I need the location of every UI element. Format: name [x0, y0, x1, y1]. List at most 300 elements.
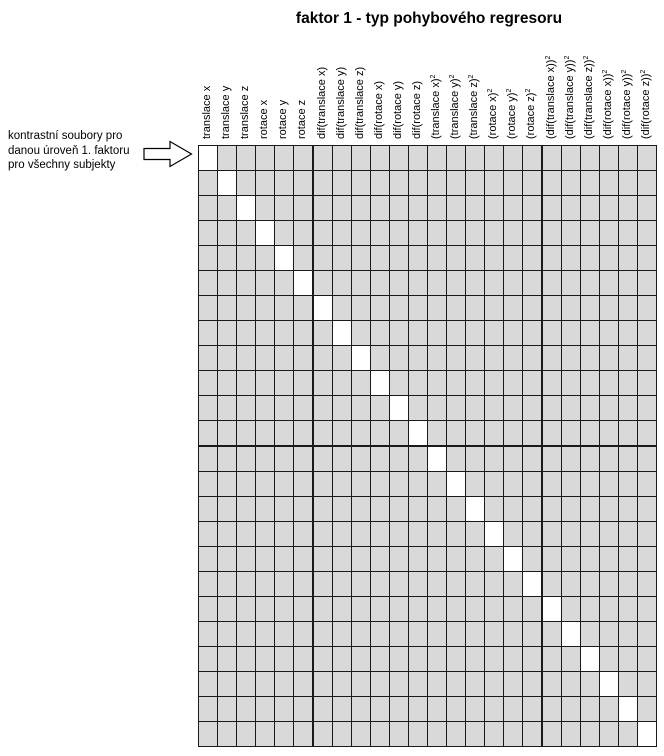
column-label [599, 27, 618, 139]
matrix-cell [637, 370, 657, 396]
column-label [370, 27, 389, 139]
matrix-cell [293, 446, 313, 472]
matrix-cell [313, 395, 333, 421]
matrix-cell [389, 671, 409, 697]
matrix-cell [503, 646, 523, 672]
column-label [618, 27, 637, 139]
matrix-cell [217, 596, 237, 622]
matrix-cell [542, 295, 562, 321]
matrix-cell [580, 145, 600, 171]
matrix-cell [198, 195, 218, 221]
matrix-cell [198, 521, 218, 547]
matrix-cell [236, 420, 256, 446]
matrix-cell [637, 496, 657, 522]
matrix-cell [351, 370, 371, 396]
matrix-cell-highlighted [332, 320, 352, 346]
matrix-cell [484, 420, 504, 446]
column-label-superscript: 2 [430, 74, 437, 79]
column-label-text: dif(rotace z) [410, 80, 423, 139]
matrix-cell [522, 496, 542, 522]
matrix-cell [370, 646, 390, 672]
matrix-cell [351, 546, 371, 572]
matrix-cell [313, 220, 333, 246]
matrix-cell [217, 420, 237, 446]
column-label-text: (dif(rotace y))$^2$ [620, 69, 633, 139]
matrix-cell [637, 170, 657, 196]
matrix-cell [580, 621, 600, 647]
matrix-cell [408, 295, 428, 321]
matrix-cell [503, 596, 523, 622]
matrix-cell [522, 596, 542, 622]
matrix-cell [561, 245, 581, 271]
matrix-cell [408, 621, 428, 647]
matrix-cell [446, 521, 466, 547]
matrix-cell [503, 220, 523, 246]
matrix-cell [274, 170, 294, 196]
matrix-cell [618, 295, 638, 321]
matrix-cell [198, 721, 218, 747]
matrix-cell [599, 395, 619, 421]
matrix-cell [293, 721, 313, 747]
column-label [313, 27, 332, 139]
matrix-cell [198, 596, 218, 622]
matrix-cell [389, 696, 409, 722]
matrix-cell [484, 170, 504, 196]
column-label-text: translace z [239, 85, 252, 139]
column-label [542, 27, 561, 139]
matrix-cell [332, 696, 352, 722]
matrix-cell [484, 220, 504, 246]
matrix-cell [293, 671, 313, 697]
matrix-cell [293, 145, 313, 171]
matrix-cell [351, 721, 371, 747]
matrix-cell [198, 571, 218, 597]
matrix-cell [561, 496, 581, 522]
matrix-cell [561, 420, 581, 446]
matrix-cell [561, 596, 581, 622]
matrix-cell [637, 521, 657, 547]
matrix-cell [637, 596, 657, 622]
column-label-text: dif(rotace y) [391, 80, 404, 139]
matrix-cell [255, 370, 275, 396]
matrix-cell [370, 295, 390, 321]
matrix-cell [408, 446, 428, 472]
matrix-cell [217, 521, 237, 547]
matrix-cell [561, 696, 581, 722]
matrix-cell [446, 596, 466, 622]
matrix-cell [313, 721, 333, 747]
matrix-cell [503, 395, 523, 421]
matrix-cell [274, 295, 294, 321]
matrix-cell [637, 195, 657, 221]
matrix-cell [484, 671, 504, 697]
column-label [427, 27, 446, 139]
column-label-text: (translace z)$^2$ [468, 74, 481, 139]
matrix-cell [408, 370, 428, 396]
matrix-cell [561, 170, 581, 196]
matrix-cell [580, 671, 600, 697]
matrix-cell [580, 546, 600, 572]
matrix-cell [332, 546, 352, 572]
matrix-cell [637, 395, 657, 421]
matrix-cell [255, 571, 275, 597]
matrix-cell [370, 270, 390, 296]
matrix-cell [637, 245, 657, 271]
matrix-cell [370, 320, 390, 346]
matrix-cell [522, 170, 542, 196]
matrix-cell [542, 496, 562, 522]
matrix-cell [484, 546, 504, 572]
matrix-cell [427, 596, 447, 622]
matrix-cell [255, 546, 275, 572]
matrix-cell [522, 471, 542, 497]
matrix-cell [465, 170, 485, 196]
matrix-cell [293, 646, 313, 672]
matrix-cell [427, 496, 447, 522]
matrix-cell [217, 721, 237, 747]
matrix-cell [236, 245, 256, 271]
matrix-cell [503, 345, 523, 371]
regressor-matrix [198, 145, 656, 746]
matrix-cell [637, 145, 657, 171]
matrix-cell [637, 345, 657, 371]
matrix-cell [580, 320, 600, 346]
matrix-cell [198, 270, 218, 296]
matrix-cell [408, 596, 428, 622]
matrix-cell [484, 145, 504, 171]
column-label [446, 27, 465, 139]
matrix-cell [446, 546, 466, 572]
matrix-cell [522, 646, 542, 672]
matrix-cell [542, 270, 562, 296]
matrix-cell [313, 671, 333, 697]
matrix-cell [618, 345, 638, 371]
matrix-cell [599, 521, 619, 547]
matrix-cell [255, 345, 275, 371]
matrix-cell [503, 671, 523, 697]
column-label [503, 27, 522, 139]
matrix-cell [293, 170, 313, 196]
matrix-cell [465, 145, 485, 171]
matrix-cell [217, 696, 237, 722]
matrix-cell [618, 496, 638, 522]
matrix-cell [465, 721, 485, 747]
column-label [522, 27, 541, 139]
matrix-cell [599, 220, 619, 246]
matrix-cell [274, 696, 294, 722]
matrix-cell [561, 370, 581, 396]
matrix-cell [217, 471, 237, 497]
matrix-cell [522, 195, 542, 221]
matrix-cell [236, 671, 256, 697]
matrix-cell [313, 170, 333, 196]
matrix-cell [274, 721, 294, 747]
matrix-cell [427, 295, 447, 321]
matrix-cell [542, 446, 562, 472]
matrix-cell [561, 220, 581, 246]
matrix-cell [274, 370, 294, 396]
matrix-cell [370, 245, 390, 271]
matrix-cell [561, 195, 581, 221]
matrix-cell [255, 521, 275, 547]
matrix-cell [484, 721, 504, 747]
matrix-cell [370, 571, 390, 597]
matrix-cell [293, 596, 313, 622]
matrix-cell [446, 621, 466, 647]
matrix-cell [293, 195, 313, 221]
matrix-cell [465, 395, 485, 421]
column-header-row [198, 0, 656, 145]
matrix-cell [198, 671, 218, 697]
matrix-cell [198, 621, 218, 647]
matrix-cell [408, 496, 428, 522]
matrix-cell [370, 621, 390, 647]
matrix-cell [389, 646, 409, 672]
matrix-cell [484, 195, 504, 221]
matrix-cell [313, 420, 333, 446]
matrix-cell [465, 521, 485, 547]
matrix-cell [351, 245, 371, 271]
matrix-cell [389, 621, 409, 647]
matrix-cell [351, 496, 371, 522]
matrix-cell [313, 446, 333, 472]
matrix-cell [408, 320, 428, 346]
matrix-cell [389, 596, 409, 622]
matrix-cell [618, 446, 638, 472]
matrix-cell [522, 696, 542, 722]
matrix-cell [370, 546, 390, 572]
matrix-cell [236, 170, 256, 196]
column-label-text: rotace x [258, 99, 271, 139]
matrix-cell [618, 320, 638, 346]
matrix-cell-highlighted [198, 145, 218, 171]
matrix-cell [446, 646, 466, 672]
matrix-cell [236, 496, 256, 522]
matrix-cell [332, 496, 352, 522]
matrix-cell [351, 571, 371, 597]
matrix-cell [522, 521, 542, 547]
matrix-cell [542, 471, 562, 497]
matrix-cell [198, 320, 218, 346]
matrix-cell [389, 170, 409, 196]
matrix-cell [370, 471, 390, 497]
matrix-cell [236, 471, 256, 497]
matrix-cell [370, 521, 390, 547]
matrix-cell [389, 345, 409, 371]
matrix-cell [236, 270, 256, 296]
matrix-cell-highlighted [236, 195, 256, 221]
matrix-cell [580, 696, 600, 722]
matrix-cell [408, 696, 428, 722]
column-label-superscript: 2 [601, 69, 609, 74]
matrix-cell [427, 721, 447, 747]
matrix-cell [255, 245, 275, 271]
matrix-cell [599, 496, 619, 522]
matrix-cell [274, 420, 294, 446]
matrix-cell [389, 295, 409, 321]
matrix-cell [370, 696, 390, 722]
matrix-cell [217, 345, 237, 371]
matrix-cell [313, 370, 333, 396]
matrix-cell [503, 295, 523, 321]
matrix-cell-highlighted [484, 521, 504, 547]
matrix-cell [637, 295, 657, 321]
matrix-cell [274, 195, 294, 221]
note-line-2: danou úroveň 1. faktoru [8, 144, 130, 157]
matrix-cell [389, 370, 409, 396]
matrix-cell [217, 496, 237, 522]
matrix-cell [427, 220, 447, 246]
matrix-cell [313, 270, 333, 296]
matrix-cell [542, 671, 562, 697]
column-label [351, 27, 370, 139]
matrix-cell-highlighted [255, 220, 275, 246]
column-label [255, 27, 274, 139]
matrix-cell-highlighted [427, 446, 447, 472]
matrix-cell-highlighted [351, 345, 371, 371]
matrix-cell [408, 646, 428, 672]
matrix-cell [274, 521, 294, 547]
matrix-cell [255, 621, 275, 647]
matrix-cell [236, 320, 256, 346]
matrix-cell [332, 170, 352, 196]
matrix-cell [198, 471, 218, 497]
matrix-cell [370, 721, 390, 747]
matrix-cell [542, 521, 562, 547]
matrix-cell [236, 721, 256, 747]
matrix-cell [484, 245, 504, 271]
matrix-cell [198, 446, 218, 472]
matrix-cell [618, 145, 638, 171]
matrix-cell [370, 170, 390, 196]
matrix-cell [332, 295, 352, 321]
matrix-cell [637, 471, 657, 497]
matrix-cell [599, 446, 619, 472]
matrix-cell [503, 446, 523, 472]
column-label-text: (dif(rotace z))$^2$ [639, 69, 652, 139]
matrix-cell [255, 671, 275, 697]
column-label-superscript: 2 [563, 55, 571, 60]
matrix-cell [599, 245, 619, 271]
column-label-superscript: 2 [525, 88, 533, 93]
matrix-cell [351, 621, 371, 647]
right-arrow-outline-icon [143, 140, 193, 168]
matrix-cell [293, 345, 313, 371]
column-label-text: (dif(translace z))$^2$ [582, 55, 595, 139]
column-label [637, 27, 656, 139]
matrix-cell [599, 420, 619, 446]
matrix-cell [217, 446, 237, 472]
matrix-cell [599, 696, 619, 722]
matrix-cell [351, 145, 371, 171]
matrix-cell [255, 145, 275, 171]
matrix-cell [389, 245, 409, 271]
matrix-cell [503, 270, 523, 296]
note-line-3: pro všechny subjekty [8, 159, 116, 171]
column-label-superscript: 2 [544, 55, 552, 60]
matrix-cell [599, 471, 619, 497]
matrix-cell [561, 546, 581, 572]
matrix-cell [542, 546, 562, 572]
column-label [561, 27, 580, 139]
matrix-cell [446, 320, 466, 346]
matrix-cell [217, 295, 237, 321]
matrix-cell [198, 546, 218, 572]
matrix-cell [580, 496, 600, 522]
matrix-cell [293, 320, 313, 346]
matrix-cell [293, 220, 313, 246]
contrast-files-note [8, 129, 140, 173]
matrix-cell [446, 671, 466, 697]
matrix-cell [408, 220, 428, 246]
matrix-cell [618, 596, 638, 622]
matrix-cell [217, 220, 237, 246]
matrix-cell [198, 370, 218, 396]
matrix-cell [313, 496, 333, 522]
matrix-cell [618, 245, 638, 271]
matrix-cell [293, 420, 313, 446]
matrix-cell [351, 671, 371, 697]
matrix-cell [332, 521, 352, 547]
matrix-cell-highlighted [561, 621, 581, 647]
matrix-cell-highlighted [313, 295, 333, 321]
matrix-cell [255, 195, 275, 221]
matrix-cell [561, 721, 581, 747]
matrix-cell [542, 345, 562, 371]
matrix-cell [351, 696, 371, 722]
matrix-cell [618, 420, 638, 446]
matrix-cell [465, 220, 485, 246]
matrix-cell [351, 170, 371, 196]
matrix-cell-highlighted [274, 245, 294, 271]
column-label [580, 27, 599, 139]
matrix-cell [332, 345, 352, 371]
matrix-cell [446, 220, 466, 246]
matrix-cell [465, 345, 485, 371]
matrix-cell [255, 270, 275, 296]
matrix-cell [446, 295, 466, 321]
matrix-cell [255, 471, 275, 497]
matrix-cell [274, 546, 294, 572]
matrix-cell [446, 145, 466, 171]
matrix-cell [465, 546, 485, 572]
matrix-cell [255, 596, 275, 622]
matrix-cell [580, 596, 600, 622]
matrix-cell [580, 270, 600, 296]
matrix-cell [313, 145, 333, 171]
matrix-cell [408, 270, 428, 296]
matrix-cell [618, 395, 638, 421]
matrix-cell [542, 621, 562, 647]
matrix-cell [522, 270, 542, 296]
matrix-cell [522, 671, 542, 697]
matrix-cell [561, 345, 581, 371]
matrix-cell [542, 220, 562, 246]
matrix-cell [637, 621, 657, 647]
matrix-cell [465, 320, 485, 346]
matrix-cell [618, 621, 638, 647]
matrix-cell [217, 320, 237, 346]
matrix-cell [389, 471, 409, 497]
matrix-cell [255, 696, 275, 722]
matrix-cell [255, 446, 275, 472]
matrix-cell [293, 621, 313, 647]
matrix-cell [580, 471, 600, 497]
diagram-title: faktor 1 - typ pohybového regresoru [295, 10, 563, 27]
matrix-cell [618, 721, 638, 747]
matrix-cell [503, 420, 523, 446]
matrix-cell [465, 646, 485, 672]
